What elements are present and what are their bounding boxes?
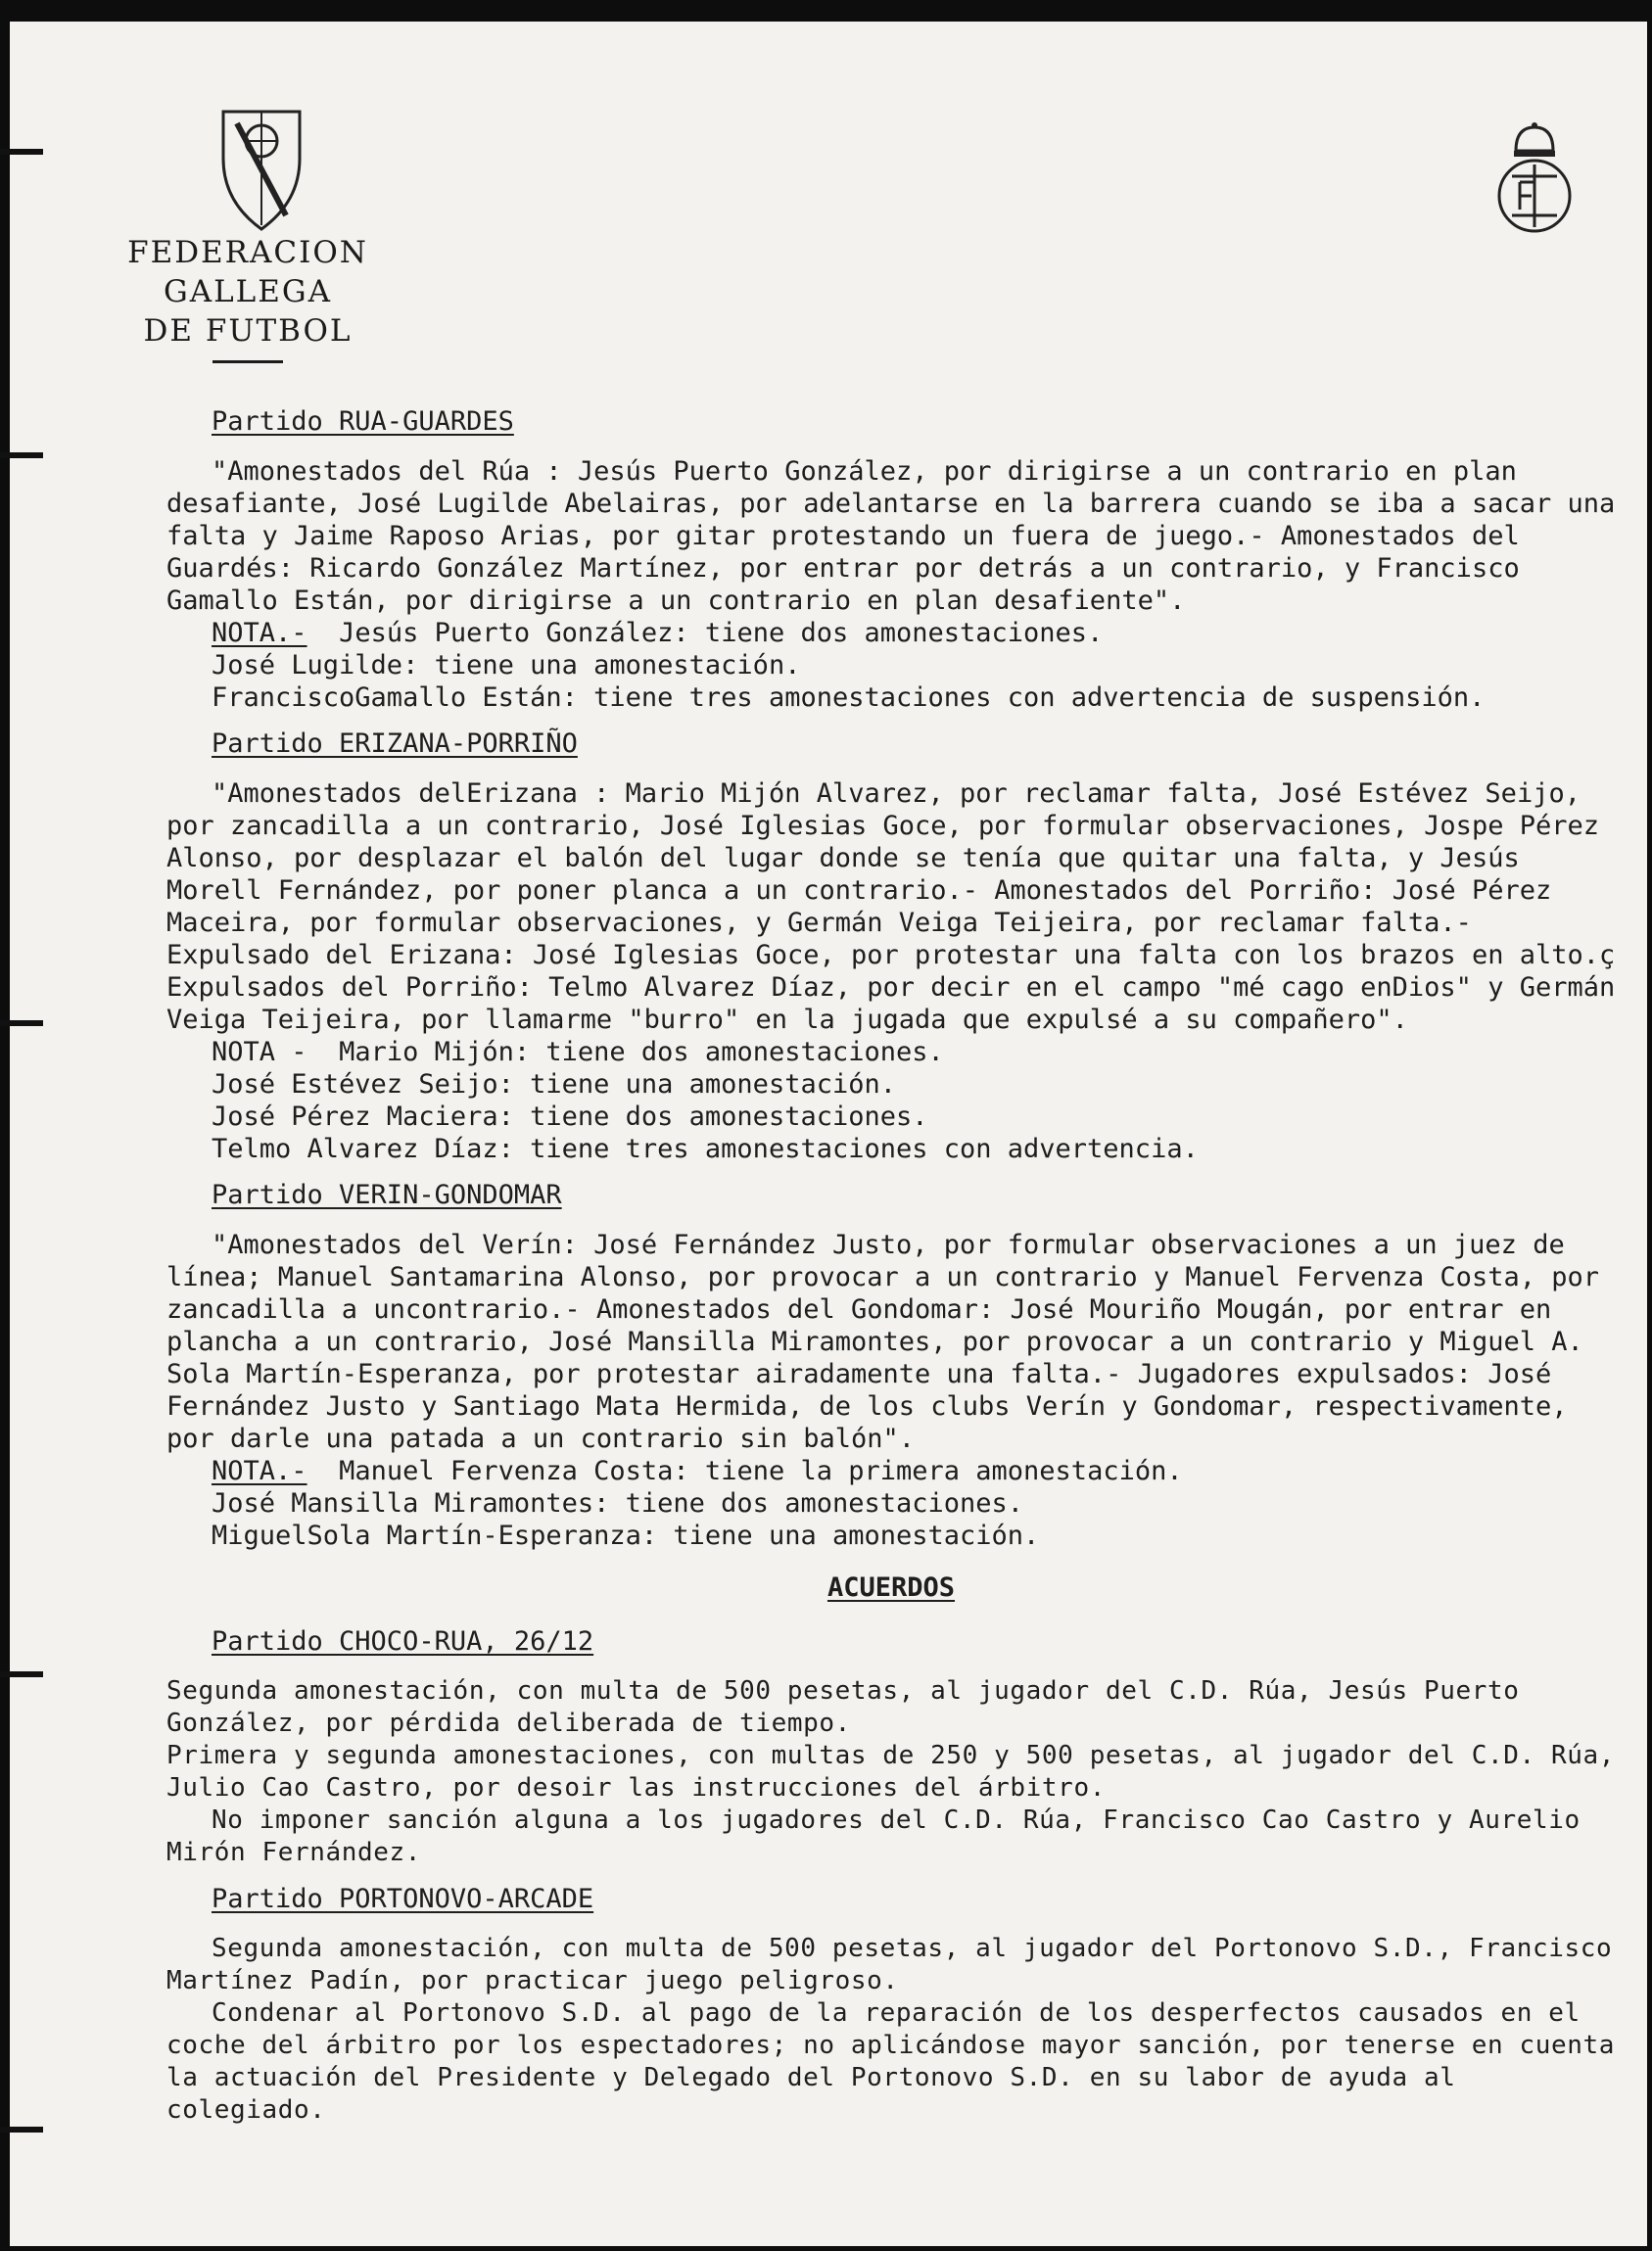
document-body [166, 405, 1616, 2140]
letterhead [86, 108, 409, 363]
note-line [212, 1455, 1616, 1487]
match-heading: Partido ERIZANA-PORRIÑO [212, 728, 578, 759]
agreement-match-heading: Partido PORTONOVO-ARCADE [212, 1884, 594, 1914]
note-line: FranciscoGamallo Están: tiene tres amonestaciones con advertencia de suspensión. [212, 682, 1486, 713]
note-line [212, 617, 1616, 649]
agreement-section-choco-rua [166, 1625, 1616, 1869]
royal-federation-crest-logo [1492, 121, 1577, 237]
note-line: José Estévez Seijo: tiene una amonestación. [212, 1069, 896, 1100]
federation-shield-logo [217, 108, 306, 233]
org-name-line2: DE FUTBOL [143, 313, 353, 349]
org-name-line1: FEDERACION GALLEGA [127, 235, 368, 309]
match-report-text: "Amonestados delErizana : Mario Mijón Alvarez, por reclamar falta, José Estévez Seijo, por zancadilla a un contrario, José Iglesias Goce, por formular observaciones, Jospe Pérez Alonso, por desplazar el balón del lugar donde se tenía que quitar una falta, y Jesús Morell Fernández, por poner planca a un contrario.- Amonestados del Porriño: José Pérez Maceira, por formular observaciones, y Germán Veiga Teijeira, por reclamar falta.- Expulsado del Erizana: José Iglesias Goce, por protestar una falta con los brazos en alto.ç Expulsados del Porriño: Telmo Alvarez Díaz, por decir en el campo "mé cago enDios" y Germán Veiga Teijeira, por llamarme "burro" en la jugada que expulsé a su compañero". [166, 778, 1616, 1035]
note-line: Telmo Alvarez Díaz: tiene tres amonestaciones con advertencia. [212, 1134, 1199, 1164]
match-heading: Partido RUA-GUARDES [212, 406, 514, 437]
match-section-erizana-porrino [166, 727, 1616, 1165]
match-section-rua-guardes [166, 405, 1616, 714]
note-text: Jesús Puerto González: tiene dos amonestaciones. [339, 618, 1104, 648]
binder-hole-mark [0, 1020, 43, 1026]
match-report-text: "Amonestados del Rúa : Jesús Puerto González, por dirigirse a un contrario en plan desafiante, José Lugilde Abelairas, por adelantarse en la barrera cuando se iba a sacar una falta y Jaime Raposo Arias, por gitar protestando un fuera de juego.- Amonestados del Guardés: Ricardo González Martínez, por entrar por detrás a un contrario, y Francisco Gamallo Están, por dirigirse a un contrario en plan desafiente". [166, 456, 1616, 616]
match-section-verin-gondomar [166, 1179, 1616, 1552]
acuerdos-title: ACUERDOS [826, 1572, 956, 1603]
binder-hole-mark [0, 149, 43, 155]
agreement-match-heading: Partido CHOCO-RUA, 26/12 [212, 1626, 594, 1657]
note-line: José Pérez Maciera: tiene dos amonestaciones. [212, 1102, 928, 1132]
note-line [212, 1036, 1616, 1068]
agreement-item: Primera y segunda amonestaciones, con multas de 250 y 500 pesetas, al jugador del C.D. Rúa, Julio Cao Castro, por desoir las instrucciones del árbitro. [166, 1741, 1616, 1803]
binder-hole-mark [0, 2127, 43, 2133]
match-heading: Partido VERIN-GONDOMAR [212, 1180, 562, 1210]
note-text: Mario Mijón: tiene dos amonestaciones. [339, 1037, 944, 1067]
document-page [10, 22, 1647, 2246]
note-label: NOTA - [212, 1037, 307, 1067]
binder-hole-mark [0, 1671, 43, 1677]
note-line: MiguelSola Martín-Esperanza: tiene una amonestación. [212, 1521, 1040, 1551]
agreement-item: Segunda amonestación, con multa de 500 pesetas, al jugador del C.D. Rúa, Jesús Puerto González, por pérdida deliberada de tiempo. [166, 1676, 1520, 1738]
note-line: José Mansilla Miramontes: tiene dos amonestaciones. [212, 1488, 1024, 1519]
note-label: NOTA.- [212, 618, 307, 648]
agreement-item: Condenar al Portonovo S.D. al pago de la reparación de los desperfectos causados en el coche del árbitro por los espectadores; no aplicándose mayor sanción, por tenerse en cuenta la actuación del Presidente y Delegado del Portonovo S.D. en su labor de ayuda al colegiado. [166, 1998, 1616, 2125]
header-rule [212, 360, 283, 363]
agreement-section-portonovo-arcade [166, 1883, 1616, 2127]
note-line: José Lugilde: tiene una amonestación. [212, 650, 801, 680]
match-report-text: "Amonestados del Verín: José Fernández Justo, por formular observaciones a un juez de línea; Manuel Santamarina Alonso, por provocar a un contrario y Manuel Fervenza Costa, por zancadilla a uncontrario.- Amonestados del Gondomar: José Mouriño Mougán, por entrar en plancha a un contrario, José Mansilla Miramontes, por provocar a un contrario y Miguel A. Sola Martín-Esperanza, por protestar airadamente una falta.- Jugadores expulsados: José Fernández Justo y Santiago Mata Hermida, de los clubs Verín y Gondomar, respectivamente, por darle una patada a un contrario sin balón". [166, 1230, 1599, 1454]
agreement-item: Segunda amonestación, con multa de 500 pesetas, al jugador del Portonovo S.D., Francisco Martínez Padín, por practicar juego peligroso. [166, 1934, 1613, 1995]
acuerdos-heading [166, 1571, 1616, 1604]
note-text: Manuel Fervenza Costa: tiene la primera amonestación. [339, 1456, 1183, 1486]
binder-hole-mark [0, 452, 43, 458]
note-label: NOTA.- [212, 1456, 307, 1486]
agreement-item: No imponer sanción alguna a los jugadores del C.D. Rúa, Francisco Cao Castro y Aurelio Mirón Fernández. [166, 1805, 1581, 1867]
